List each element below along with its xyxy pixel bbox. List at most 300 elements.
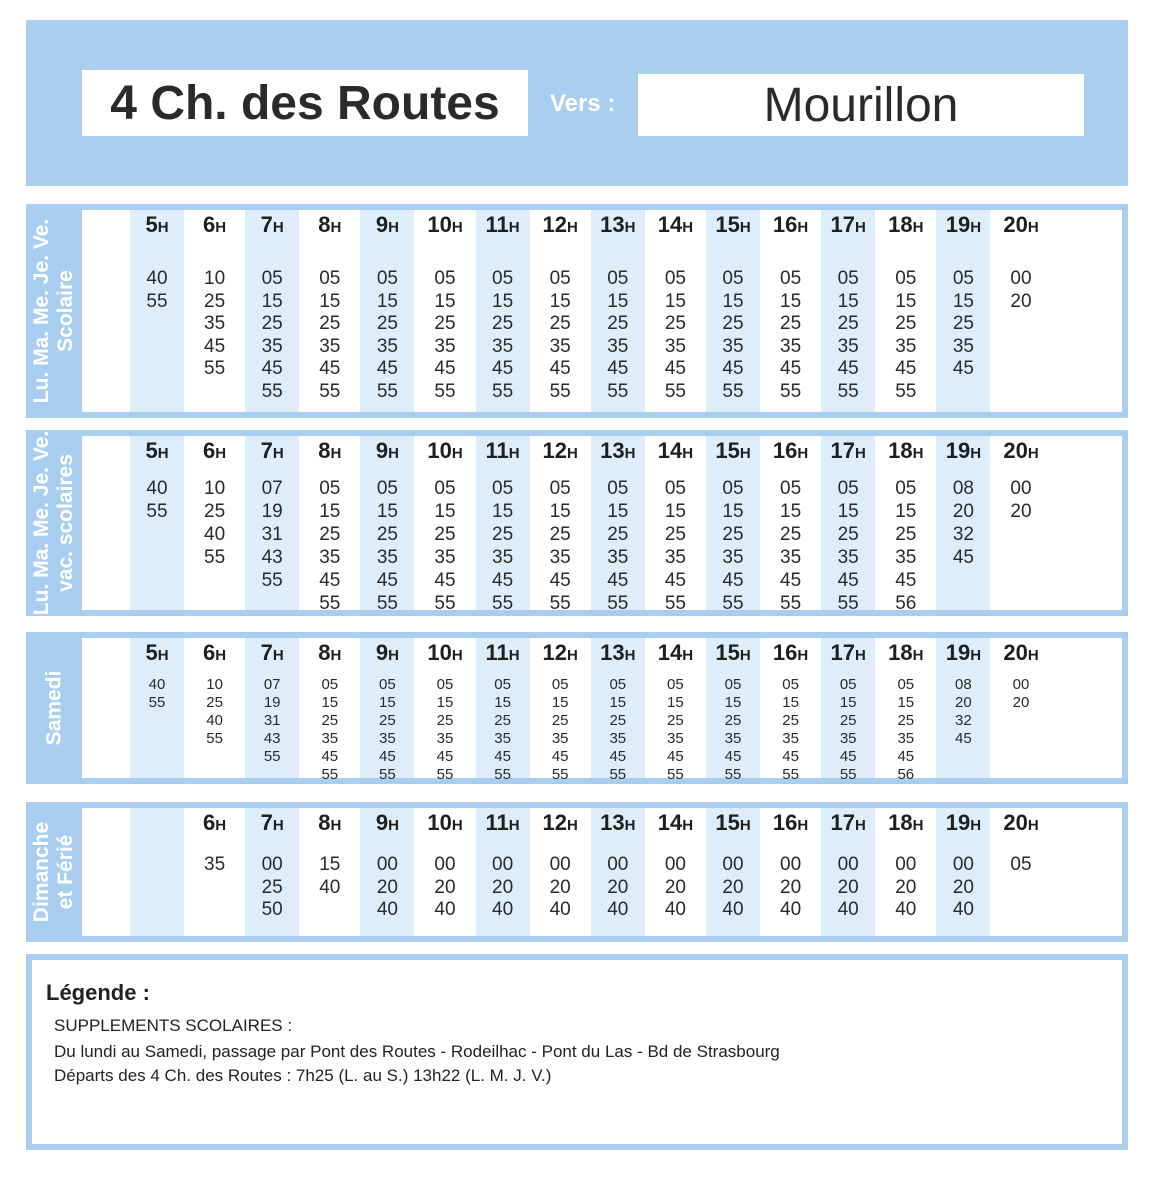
section-label-line: Lu. Ma. Me. Je. Ve. xyxy=(30,218,53,404)
departure-minute: 05 xyxy=(664,478,686,499)
hour-column xyxy=(879,436,933,614)
hour-suffix: H xyxy=(508,817,520,834)
hour-number: 12 xyxy=(542,438,567,463)
departure-minute: 45 xyxy=(722,358,744,379)
departure-minute: 45 xyxy=(955,730,972,747)
departure-minute: 05 xyxy=(722,268,744,289)
stop-name: 4 Ch. des Routes xyxy=(82,70,528,136)
departure-minute: 15 xyxy=(321,694,339,711)
departure-minute: 25 xyxy=(494,712,511,729)
hour-column xyxy=(994,436,1048,610)
departure-minute: 15 xyxy=(664,290,686,312)
departure-minute: 05 xyxy=(492,478,514,499)
departure-minute: 45 xyxy=(952,547,974,568)
departure-minute: 25 xyxy=(436,712,454,729)
hour-number: 14 xyxy=(657,810,683,835)
departure-minute: 45 xyxy=(492,570,514,591)
departure-minute: 25 xyxy=(204,290,226,312)
hour-column xyxy=(130,436,184,610)
timetable-header xyxy=(26,20,1128,186)
departure-minute: 45 xyxy=(492,358,514,379)
hour-number: 19 xyxy=(945,640,971,665)
departure-minute: 05 xyxy=(664,268,686,289)
hour-number: 11 xyxy=(485,438,509,463)
departure-minute: 05 xyxy=(839,676,857,693)
schedule-grid xyxy=(82,210,1122,412)
departure-minute: 25 xyxy=(895,313,917,334)
hour-number: 5 xyxy=(145,212,158,237)
hour-suffix: H xyxy=(215,219,227,236)
departure-minute: 25 xyxy=(204,501,226,522)
departure-minute: 05 xyxy=(549,478,571,499)
departure-minute: 05 xyxy=(376,478,398,499)
hour-column xyxy=(533,210,587,412)
hour-column xyxy=(936,436,990,610)
departure-minute: 43 xyxy=(261,547,283,568)
departure-minute: 00 xyxy=(837,854,859,875)
departure-minute: 35 xyxy=(607,335,629,357)
hour-suffix: H xyxy=(567,817,578,834)
departure-minute: 35 xyxy=(376,335,398,357)
hour-column xyxy=(936,638,990,778)
departure-minute: 20 xyxy=(1010,290,1032,312)
departure-minute: 05 xyxy=(1010,854,1032,875)
departure-minute: 45 xyxy=(376,358,398,379)
hour-column xyxy=(706,210,760,412)
departure-minute: 35 xyxy=(782,730,799,747)
departure-minute: 35 xyxy=(379,730,396,747)
departure-minute: 05 xyxy=(436,676,454,693)
departure-minute: 40 xyxy=(376,899,398,920)
departure-minute: 40 xyxy=(952,899,974,920)
schedule-grid xyxy=(82,436,1122,614)
hour-number: 7 xyxy=(260,640,273,665)
hour-suffix: H xyxy=(797,219,809,236)
hour-suffix: H xyxy=(739,219,751,236)
departure-minute: 25 xyxy=(434,524,456,545)
hour-column xyxy=(360,808,414,936)
section-label xyxy=(26,204,82,418)
departure-minute: 00 xyxy=(780,854,802,875)
departure-minute: 45 xyxy=(895,358,917,379)
hour-suffix: H xyxy=(970,445,982,462)
hour-column xyxy=(188,808,242,936)
hour-column xyxy=(764,210,818,412)
hour-column xyxy=(476,638,530,783)
hour-suffix: H xyxy=(682,445,694,462)
departure-minute: 35 xyxy=(494,730,511,747)
hour-number: 18 xyxy=(888,640,913,665)
departure-minute: 25 xyxy=(837,524,859,545)
departure-minute: 25 xyxy=(321,712,339,729)
hour-suffix: H xyxy=(855,647,866,664)
hour-column xyxy=(476,210,530,412)
departure-minute: 20 xyxy=(549,876,571,898)
departure-minute: 25 xyxy=(837,313,859,334)
departure-minute: 05 xyxy=(549,268,571,289)
departure-minute: 15 xyxy=(376,290,398,312)
departure-minute: 45 xyxy=(319,358,341,379)
departure-minute: 45 xyxy=(204,335,226,357)
departure-minute: 55 xyxy=(607,593,629,614)
hour-suffix: H xyxy=(797,647,809,664)
departure-minute: 40 xyxy=(549,899,571,920)
hour-number: 6 xyxy=(203,212,216,237)
departure-minute: 55 xyxy=(664,593,686,614)
hour-column xyxy=(764,808,818,936)
hour-column xyxy=(591,436,645,614)
departure-minute: 20 xyxy=(492,876,514,898)
hour-column xyxy=(821,638,875,783)
departure-minute: 19 xyxy=(261,501,283,522)
departure-minute: 55 xyxy=(549,593,571,614)
hour-number: 8 xyxy=(318,810,331,835)
departure-minute: 40 xyxy=(895,899,917,920)
hour-suffix: H xyxy=(912,219,924,236)
destination-name: Mourillon xyxy=(638,74,1084,136)
departure-minute: 25 xyxy=(376,313,398,334)
departure-minute: 20 xyxy=(376,876,398,898)
departure-minute: 45 xyxy=(667,748,684,765)
hour-column xyxy=(648,436,702,614)
section-label-text xyxy=(30,822,78,922)
departure-minute: 05 xyxy=(782,676,799,693)
hour-number: 15 xyxy=(715,438,740,463)
section-holiday-weekdays xyxy=(26,430,1128,616)
hour-number: 6 xyxy=(203,438,216,463)
hour-suffix: H xyxy=(624,219,636,236)
section-label-line: Dimanche xyxy=(30,821,53,923)
departure-minute: 55 xyxy=(436,766,454,783)
departure-minute: 40 xyxy=(206,712,223,729)
departure-minute: 40 xyxy=(146,268,168,289)
departure-minute: 55 xyxy=(206,730,223,747)
departure-minute: 00 xyxy=(549,854,571,875)
departure-minute: 15 xyxy=(319,290,341,312)
hour-suffix: H xyxy=(215,647,227,664)
hour-column xyxy=(764,436,818,614)
departure-minute: 00 xyxy=(664,854,686,875)
departure-minute: 25 xyxy=(549,313,571,334)
hour-suffix: H xyxy=(970,219,982,236)
hour-suffix: H xyxy=(451,219,463,236)
hour-column xyxy=(591,210,645,412)
hour-column xyxy=(591,808,645,936)
departure-minute: 55 xyxy=(549,380,571,402)
hour-suffix: H xyxy=(682,647,694,664)
hour-number: 6 xyxy=(203,640,216,665)
departure-minute: 15 xyxy=(492,501,514,522)
hour-suffix: H xyxy=(567,647,578,664)
departure-minute: 05 xyxy=(434,478,456,499)
departure-minute: 55 xyxy=(551,766,569,783)
hour-suffix: H xyxy=(739,445,751,462)
departure-minute: 05 xyxy=(897,676,915,693)
departure-minute: 35 xyxy=(839,730,857,747)
schedule-grid xyxy=(82,638,1122,783)
departure-minute: 55 xyxy=(780,593,802,614)
hour-number: 20 xyxy=(1003,810,1028,835)
departure-minute: 10 xyxy=(204,268,226,289)
departure-minute: 35 xyxy=(722,547,744,568)
departure-minute: 15 xyxy=(607,501,629,522)
departure-minute: 40 xyxy=(146,478,168,499)
hour-column xyxy=(188,638,242,778)
hour-number: 13 xyxy=(600,212,625,237)
hour-number: 7 xyxy=(260,438,273,463)
hour-column xyxy=(360,210,414,412)
departure-minute: 05 xyxy=(609,676,627,693)
hour-number: 14 xyxy=(657,640,683,665)
departure-minute: 00 xyxy=(376,854,398,875)
departure-minute: 35 xyxy=(436,730,454,747)
departure-minute: 05 xyxy=(667,676,684,693)
legend-title: Légende : xyxy=(46,980,150,1005)
departure-minute: 05 xyxy=(895,268,917,289)
departure-minute: 05 xyxy=(379,676,396,693)
departure-minute: 25 xyxy=(839,712,857,729)
section-label-text xyxy=(30,431,78,615)
hour-column xyxy=(648,808,702,936)
hour-column xyxy=(994,638,1048,778)
hour-column xyxy=(130,808,184,936)
departure-minute: 25 xyxy=(952,313,974,334)
departure-minute: 05 xyxy=(376,268,398,289)
hour-suffix: H xyxy=(912,817,924,834)
departure-minute: 20 xyxy=(837,876,859,898)
hour-column xyxy=(706,808,760,936)
departure-minute: 05 xyxy=(434,268,456,289)
departure-minute: 20 xyxy=(434,876,456,898)
departure-minute: 25 xyxy=(434,313,456,334)
departure-minute: 00 xyxy=(492,854,514,875)
hour-suffix: H xyxy=(970,817,982,834)
hour-suffix: H xyxy=(330,817,342,834)
departure-minute: 05 xyxy=(319,268,341,289)
hour-column xyxy=(591,638,645,783)
legend-line-1: SUPPLEMENTS SCOLAIRES : xyxy=(54,1016,293,1035)
hour-number: 8 xyxy=(318,640,331,665)
hour-number: 6 xyxy=(203,810,216,835)
hour-column xyxy=(879,638,933,783)
departure-minute: 45 xyxy=(549,358,571,379)
departure-minute: 25 xyxy=(722,524,744,545)
departure-minute: 45 xyxy=(321,748,339,765)
departure-minute: 35 xyxy=(434,335,456,357)
hour-suffix: H xyxy=(797,445,809,462)
departure-minute: 15 xyxy=(549,501,571,522)
departure-minute: 25 xyxy=(780,524,802,545)
hour-number: 14 xyxy=(657,438,683,463)
departure-minute: 55 xyxy=(895,380,917,402)
departure-minute: 05 xyxy=(837,478,859,499)
departure-minute: 35 xyxy=(492,547,514,568)
departure-minute: 05 xyxy=(607,268,629,289)
departure-minute: 35 xyxy=(667,730,684,747)
departure-minute: 55 xyxy=(722,380,744,402)
departure-minute: 45 xyxy=(607,570,629,591)
hour-number: 18 xyxy=(888,212,913,237)
hour-number: 17 xyxy=(830,810,855,835)
hour-number: 18 xyxy=(888,810,913,835)
departure-minute: 05 xyxy=(952,268,974,289)
hour-suffix: H xyxy=(157,647,169,664)
section-school-weekdays xyxy=(26,204,1128,418)
departure-minute: 15 xyxy=(780,501,802,522)
departure-minute: 45 xyxy=(436,748,454,765)
departure-minute: 15 xyxy=(319,854,341,875)
departure-minute: 35 xyxy=(321,730,339,747)
departure-minute: 45 xyxy=(782,748,799,765)
hour-number: 11 xyxy=(485,212,509,237)
hour-column xyxy=(418,210,472,412)
departure-minute: 55 xyxy=(609,766,627,783)
hour-suffix: H xyxy=(797,817,809,834)
hour-number: 9 xyxy=(375,640,389,665)
hour-suffix: H xyxy=(330,219,342,236)
legend-panel xyxy=(26,954,1128,1150)
departure-minute: 25 xyxy=(664,524,686,545)
departure-minute: 45 xyxy=(261,358,283,379)
departure-minute: 55 xyxy=(376,380,398,402)
hour-column xyxy=(994,808,1048,936)
departure-minute: 15 xyxy=(722,290,744,312)
departure-minute: 35 xyxy=(780,547,802,568)
hour-suffix: H xyxy=(508,219,520,236)
hour-column xyxy=(418,436,472,614)
departure-minute: 15 xyxy=(436,694,454,711)
hour-number: 16 xyxy=(772,212,798,237)
hour-column xyxy=(821,808,875,936)
departure-minute: 56 xyxy=(897,766,915,783)
departure-minute: 55 xyxy=(263,748,281,765)
departure-minute: 50 xyxy=(261,899,283,920)
departure-minute: 05 xyxy=(724,676,742,693)
hour-heading xyxy=(984,810,1058,836)
legend-line-2: Du lundi au Samedi, passage par Pont des Routes - Rodeilhac - Pont du Las - Bd de Strasbourg xyxy=(54,1042,780,1061)
departure-minute: 35 xyxy=(261,335,283,357)
departure-minute: 45 xyxy=(379,748,396,765)
departure-minute: 10 xyxy=(204,478,226,499)
hour-suffix: H xyxy=(215,445,227,462)
departure-minute: 25 xyxy=(722,313,744,334)
departure-minute: 25 xyxy=(492,524,514,545)
departure-minute: 55 xyxy=(724,766,742,783)
departure-minute: 40 xyxy=(607,899,629,920)
hour-suffix: H xyxy=(215,817,227,834)
departure-minute: 25 xyxy=(319,524,341,545)
departure-minute: 25 xyxy=(492,313,514,334)
departure-minute: 19 xyxy=(263,694,281,711)
hour-column xyxy=(764,638,818,783)
departure-minute: 55 xyxy=(204,547,226,568)
departure-minute: 00 xyxy=(952,854,974,875)
hour-suffix: H xyxy=(1027,219,1039,236)
departure-minute: 55 xyxy=(261,570,283,591)
hour-column xyxy=(648,638,702,783)
hour-column xyxy=(936,808,990,936)
legend-box xyxy=(32,960,1122,1144)
departure-minute: 25 xyxy=(664,313,686,334)
hour-number: 19 xyxy=(945,438,971,463)
departure-minute: 35 xyxy=(837,547,859,568)
section-sunday-holiday xyxy=(26,802,1128,942)
departure-minute: 35 xyxy=(434,547,456,568)
departure-minute: 40 xyxy=(204,524,226,545)
departure-minute: 45 xyxy=(609,748,627,765)
section-label-line: vac. scolaires xyxy=(54,454,77,592)
departure-minute: 25 xyxy=(897,712,915,729)
departure-minute: 31 xyxy=(263,712,281,729)
departure-minute: 55 xyxy=(492,380,514,402)
hour-column xyxy=(245,808,299,936)
departure-minute: 45 xyxy=(724,748,742,765)
departure-minute: 55 xyxy=(146,501,168,522)
departure-minute: 05 xyxy=(837,268,859,289)
hour-heading xyxy=(984,438,1058,464)
departure-minute: 35 xyxy=(204,313,226,334)
departure-minute: 45 xyxy=(607,358,629,379)
hour-column xyxy=(533,808,587,936)
departure-minute: 15 xyxy=(664,501,686,522)
hour-suffix: H xyxy=(970,647,982,664)
hour-number: 5 xyxy=(145,438,158,463)
hour-column xyxy=(418,638,472,783)
hour-suffix: H xyxy=(1027,647,1039,664)
hour-number: 10 xyxy=(427,810,452,835)
departure-minute: 56 xyxy=(895,593,917,614)
hour-suffix: H xyxy=(272,219,284,236)
hour-number: 20 xyxy=(1003,640,1028,665)
departure-minute: 20 xyxy=(664,876,686,898)
hour-heading xyxy=(984,640,1058,666)
hour-number: 19 xyxy=(945,810,971,835)
departure-minute: 20 xyxy=(952,876,974,898)
departure-minute: 15 xyxy=(551,694,569,711)
departure-minute: 45 xyxy=(895,570,917,591)
departure-minute: 55 xyxy=(782,766,799,783)
departure-minute: 55 xyxy=(321,766,339,783)
departure-minute: 40 xyxy=(148,676,166,693)
hour-suffix: H xyxy=(624,445,636,462)
hour-column xyxy=(533,638,587,783)
hour-column xyxy=(706,436,760,614)
hour-number: 15 xyxy=(715,810,740,835)
hour-suffix: H xyxy=(1027,817,1039,834)
departure-minute: 05 xyxy=(607,478,629,499)
departure-minute: 05 xyxy=(492,268,514,289)
departure-minute: 32 xyxy=(952,524,974,545)
hour-suffix: H xyxy=(272,647,284,664)
section-label xyxy=(26,632,82,784)
departure-minute: 25 xyxy=(551,712,569,729)
section-saturday xyxy=(26,632,1128,784)
departure-minute: 25 xyxy=(724,712,742,729)
departure-minute: 05 xyxy=(895,478,917,499)
departure-minute: 05 xyxy=(551,676,569,693)
departure-minute: 55 xyxy=(664,380,686,402)
departure-minute: 40 xyxy=(319,876,341,898)
departure-minute: 45 xyxy=(897,748,915,765)
departure-minute: 45 xyxy=(494,748,511,765)
departure-minute: 45 xyxy=(376,570,398,591)
departure-minute: 25 xyxy=(607,313,629,334)
departure-minute: 25 xyxy=(549,524,571,545)
hour-column xyxy=(821,436,875,614)
hour-suffix: H xyxy=(451,817,463,834)
departure-minute: 08 xyxy=(955,676,972,693)
departure-minute: 20 xyxy=(1010,501,1032,522)
